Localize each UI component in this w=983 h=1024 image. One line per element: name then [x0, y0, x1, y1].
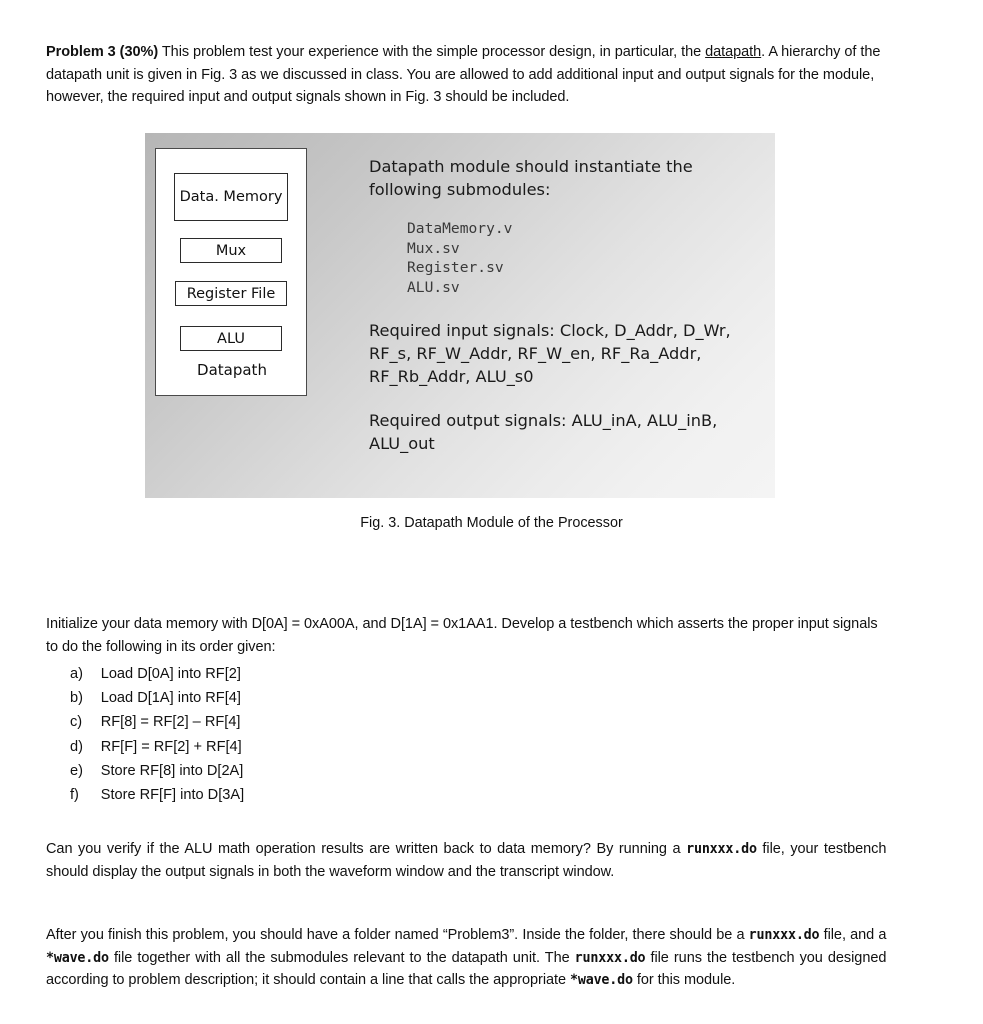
problem-heading: Problem 3 (30%) — [46, 43, 159, 61]
figure-description — [369, 155, 765, 455]
task-marker: a) — [70, 665, 83, 682]
verify-text-1: Can you verify if the ALU math operation results are written back to data memory? By running a — [46, 840, 687, 858]
task-marker: f) — [70, 786, 79, 804]
intro-paragraph — [46, 41, 886, 109]
task-list-item — [70, 783, 473, 807]
folder-paragraph — [46, 924, 886, 992]
code-wave-do: *wave.do — [569, 972, 633, 989]
task-marker: b) — [70, 689, 83, 707]
verify-paragraph — [46, 838, 886, 883]
folder-text-1: After you finish this problem, you should have a folder named “Problem3”. Inside the folder, there should be a — [46, 926, 749, 944]
required-input-signals: Required input signals: Clock, D_Addr, D_Wr, RF_s, RF_W_Addr, RF_W_en, RF_Ra_Addr, RF_Rb_Addr, ALU_s0 — [369, 321, 731, 386]
block-register-file — [175, 281, 287, 306]
datapath-keyword: datapath — [705, 43, 762, 61]
block-register-file-label: Register File — [186, 285, 276, 302]
block-data-memory-label: Data. Memory — [179, 189, 283, 205]
intro-text-before: This problem test your experience with the simple processor design, in particular, the — [158, 43, 706, 61]
task-list-item — [70, 759, 473, 783]
task-text: RF[F] = RF[2] + RF[4] — [100, 737, 242, 755]
datapath-container-label: Datapath — [197, 361, 267, 379]
block-data-memory — [174, 173, 288, 221]
task-list-item — [70, 686, 473, 710]
submodule-list — [369, 219, 765, 297]
code-runxxx-do: runxxx.do — [574, 949, 646, 966]
block-alu-label: ALU — [217, 330, 245, 347]
task-text: Store RF[F] into D[3A] — [100, 786, 245, 804]
folder-text-3: file together with all the submodules relevant to the datapath unit. The — [108, 948, 575, 966]
datapath-container-box — [155, 148, 307, 396]
verify-text-2: file, your testbench should display the output signals in both the waveform window and the transcript window. — [46, 840, 887, 880]
task-list-item — [70, 735, 473, 759]
submodule-item: Mux.sv — [407, 239, 460, 257]
task-marker: e) — [70, 761, 83, 779]
submodule-item: Register.sv — [407, 259, 504, 276]
submodule-item: DataMemory.v — [407, 220, 513, 237]
task-marker: c) — [70, 713, 83, 731]
figure-caption: Fig. 3. Datapath Module of the Processor — [360, 514, 623, 531]
block-mux — [180, 238, 282, 263]
task-list-item — [70, 662, 473, 686]
task-marker: d) — [70, 737, 83, 755]
figure-intro-line: Datapath module should instantiate the following submodules: — [369, 157, 693, 199]
task-text: RF[8] = RF[2] – RF[4] — [100, 713, 241, 731]
folder-text-2: file, and a — [819, 926, 887, 944]
task-text: Store RF[8] into D[2A] — [100, 761, 244, 779]
task-list-item — [70, 710, 473, 734]
task-text: Load D[1A] into RF[4] — [100, 689, 241, 707]
task-list — [70, 662, 490, 807]
figure-datapath-module — [145, 133, 775, 498]
folder-text-5: for this module. — [632, 971, 736, 989]
submodule-item: ALU.sv — [407, 278, 460, 296]
folder-text-4: file runs the testbench you designed according to problem description; it should contain a line that calls the appropriate — [46, 948, 887, 989]
code-runxxx-do: runxxx.do — [686, 841, 757, 858]
required-output-signals: Required output signals: ALU_inA, ALU_inB, ALU_out — [369, 411, 718, 453]
block-mux-label: Mux — [215, 242, 247, 259]
block-alu — [180, 326, 282, 351]
intro-text-after: . A hierarchy of the datapath unit is given in Fig. 3 as we discussed in class. You are allowed to add additional input and output signals for the module, however, the required input and output signals shown in Fig. 3 should be included. — [46, 43, 881, 106]
code-runxxx-do: runxxx.do — [748, 927, 820, 944]
code-wave-do: *wave.do — [46, 949, 109, 966]
initialization-paragraph: Initialize your data memory with D[0A] = 0xA00A, and D[1A] = 0x1AA1. Develop a testbench which asserts the proper input signals to do the following in its order given: — [46, 615, 878, 655]
task-text: Load D[0A] into RF[2] — [100, 665, 241, 682]
